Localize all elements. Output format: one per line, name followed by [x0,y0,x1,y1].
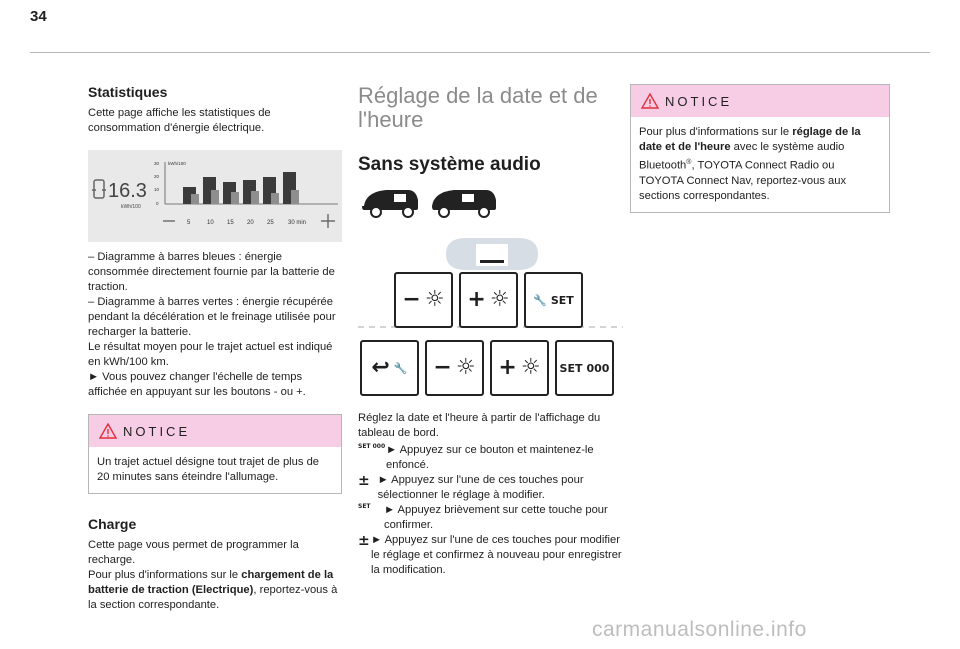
notice-text: Pour plus d'informations sur le réglage de la date et de l'heure avec le système audio Bluetooth®, TOYOTA Connect Radio ou TOYOTA Connect Nav, reportez-vous aux sections correspondantes. [639,126,861,202]
bullet-green: – Diagramme à barres vertes : énergie récupérée pendant la décélération et le freinage utilisée pour recharger la batterie. [88,296,336,338]
settings-button[interactable]: 🔧 SET [524,272,583,328]
column-statistics [88,84,342,613]
charge-heading: Charge [88,516,137,532]
charge-intro: Cette page vous permet de programmer la recharge. [88,539,299,566]
column-date-time [358,83,623,576]
set-000-button[interactable]: SET 000 [555,340,614,396]
step-3: SET ► Appuyez brièvement sur cette touche pour confirmer. [358,503,608,531]
consumption-unit: kWh/100 [121,204,141,210]
x-tick: 25 [267,220,274,226]
brightness-plus-button[interactable]: + ☼ [490,340,549,396]
page-number: 34 [30,8,47,25]
notice-label: NOTICE [665,94,733,109]
charge-more: Pour plus d'informations sur le chargement de la batterie de traction (Electrique), reportez-vous à la section correspondante. [88,569,338,611]
notice-label: NOTICE [123,424,191,439]
column-notice [630,84,890,213]
stats-intro: Cette page affiche les statistiques de consommation d'énergie électrique. [88,107,271,134]
key-row-bottom [360,340,614,396]
set-key-icon: SET 000 [358,443,386,450]
section-subtitle: Sans système audio [358,154,541,175]
notice-header [89,415,341,447]
step-4: ± ► Appuyez sur l'une de ces touches pour modifier le réglage et confirmez à nouveau pour enregistrer la modification. [358,533,622,576]
warning-icon [99,423,117,439]
y-unit: kWh/100 [168,161,186,166]
y-tick: 10 [154,187,160,192]
watermark: carmanualsonline.info [592,618,807,641]
return-icon: ↩ [371,355,390,380]
stats-chart [88,150,342,242]
y-tick: 30 [154,161,160,166]
back-button[interactable] [360,340,419,396]
plus-minus-icon: ± [358,533,370,549]
wrench-icon: 🔧 [533,293,547,307]
van-long-icon [432,190,496,217]
plus-minus-icon: ± [358,473,370,489]
key-row-top [394,272,583,328]
brightness-plus-button[interactable]: + ☼ [459,272,518,328]
stats-heading: Statistiques [88,84,168,100]
brightness-minus-button[interactable]: − ☼ [394,272,453,328]
step-2: ± ► Appuyez sur l'une de ces touches pour sélectionner le réglage à modifier. [358,473,584,501]
x-tick: 10 [207,220,214,226]
scale-instruction: ► Vous pouvez changer l'échelle de temps affichée en appuyant sur les boutons - ou +. [88,371,306,398]
x-tick: 5 [187,220,191,226]
x-tick: 15 [227,220,234,226]
section-title: Réglage de la date et de l'heure [358,83,598,132]
trip-icon [92,180,106,198]
notice-text: Un trajet actuel désigne tout trajet de plus de 20 minutes sans éteindre l'allumage. [97,456,320,483]
x-tick: 20 [247,220,254,226]
instructions-intro: Réglez la date et l'heure à partir de l'affichage du tableau de bord. [358,412,601,439]
notice-box-info [630,84,890,213]
notice-header [631,85,889,117]
stats-screen [88,150,342,242]
y-tick: 0 [156,201,159,206]
dashboard-icon [446,238,538,270]
average-note: Le résultat moyen pour le trajet actuel est indiqué en kWh/100 km. [88,341,333,368]
y-tick: 20 [154,174,160,179]
notice-box-trip [88,414,342,494]
instructions [358,411,623,578]
set-key-icon: SET [358,503,371,510]
consumption-value: 16.3 [108,180,147,202]
plus-icon [321,214,335,228]
blue-bars [183,172,296,204]
brightness-minus-button[interactable]: − ☼ [425,340,484,396]
x-tick: 30 min [288,220,307,226]
van-icon [362,190,418,217]
bullet-blue: – Diagramme à barres bleues : énergie consommée directement fournie par la batterie de traction. [88,251,335,293]
wrench-icon: 🔧 [393,361,408,375]
header-rule [30,52,930,53]
warning-icon [641,93,659,109]
step-1: SET 000 ► Appuyez sur ce bouton et maintenez-le enfoncé. [358,443,594,471]
